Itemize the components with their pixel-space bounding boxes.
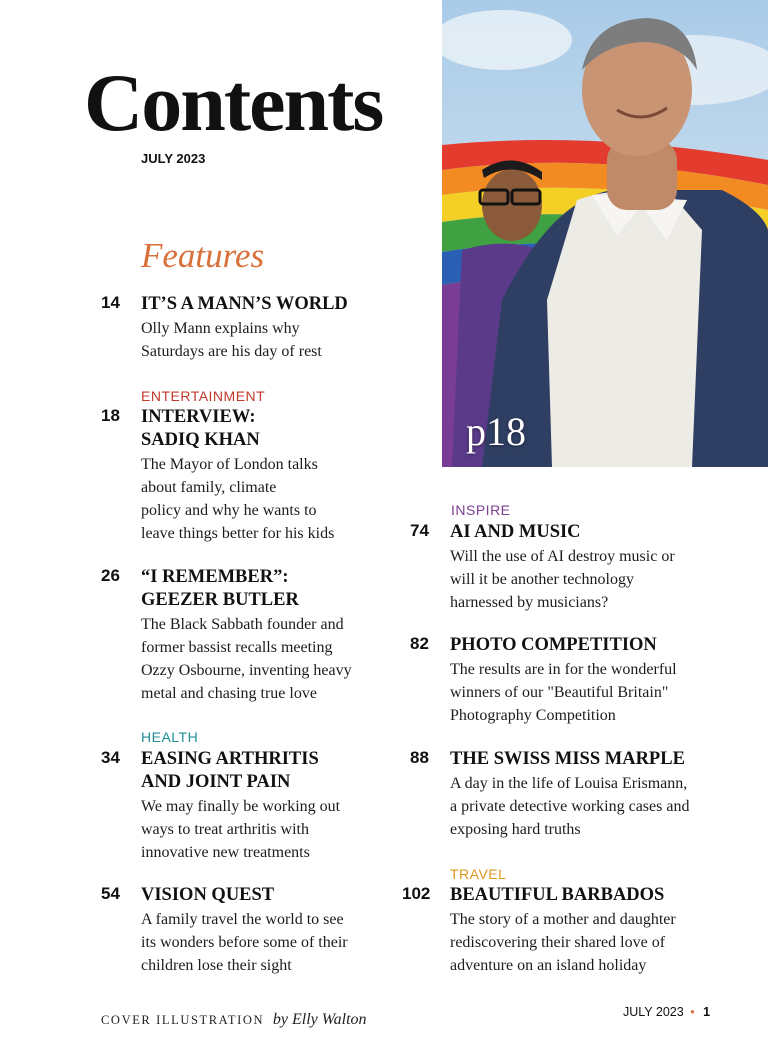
entry-description: The Black Sabbath founder and former bassist recalls meeting Ozzy Osbourne, inventing heavy metal and chasing true love — [141, 616, 352, 702]
toc-entry[interactable] — [402, 884, 750, 977]
photo-illustration — [442, 0, 768, 467]
entry-page-number: 82 — [410, 634, 429, 653]
entry-headline: “I REMEMBER”: GEEZER BUTLER — [141, 567, 299, 610]
entry-page-number: 102 — [402, 884, 431, 903]
entry-headline: PHOTO COMPETITION — [450, 635, 657, 655]
entry-description: The Mayor of London talks about family, climate policy and why he wants to leave things better for his kids — [141, 456, 335, 542]
entry-page-number: 34 — [101, 748, 120, 767]
page-folio — [623, 1005, 710, 1019]
toc-entry[interactable] — [101, 406, 441, 545]
folio-dot: • — [690, 1005, 695, 1019]
toc-entry[interactable] — [101, 884, 441, 977]
entry-headline: THE SWISS MISS MARPLE — [450, 749, 685, 769]
entry-headline: EASING ARTHRITIS AND JOINT PAIN — [141, 749, 319, 792]
entry-page-number: 26 — [101, 566, 120, 585]
entry-description: A family travel the world to see its wonders before some of their children lose their sight — [141, 911, 348, 974]
category-label-entertainment: ENTERTAINMENT — [141, 388, 266, 404]
entry-page-number: 54 — [101, 884, 120, 903]
folio-issue: JULY 2023 — [623, 1005, 684, 1019]
cover-credit — [101, 1011, 367, 1029]
photo-page-label: p18 — [466, 409, 526, 454]
category-label-travel: TRAVEL — [450, 866, 507, 882]
category-label-health: HEALTH — [141, 729, 199, 745]
entry-page-number: 88 — [410, 748, 429, 767]
entry-page-number: 74 — [410, 521, 429, 540]
toc-entry[interactable] — [410, 748, 750, 841]
cover-photo — [442, 0, 768, 467]
entry-description: Will the use of AI destroy music or will it be another technology harnessed by musicians? — [450, 548, 675, 611]
credit-label: COVER ILLUSTRATION — [101, 1013, 265, 1027]
entry-description: Olly Mann explains why Saturdays are his day of rest — [141, 320, 322, 360]
page-title: Contents — [84, 57, 383, 148]
section-heading: Features — [141, 236, 265, 275]
entry-description: We may finally be working out ways to treat arthritis with innovative new treatments — [141, 798, 341, 861]
entry-page-number: 18 — [101, 406, 120, 425]
issue-date: JULY 2023 — [141, 151, 206, 166]
entry-description: The story of a mother and daughter rediscovering their shared love of adventure on an island holiday — [450, 911, 676, 974]
entry-headline: BEAUTIFUL BARBADOS — [450, 885, 665, 905]
entry-description: A day in the life of Louisa Erismann, a private detective working cases and exposing hard truths — [450, 775, 690, 838]
entry-headline: IT’S A MANN’S WORLD — [141, 294, 348, 314]
toc-entry[interactable] — [101, 566, 441, 705]
entry-headline: INTERVIEW: SADIQ KHAN — [141, 407, 260, 450]
entry-page-number: 14 — [101, 293, 120, 312]
entry-headline: AI AND MUSIC — [450, 522, 581, 542]
toc-entry[interactable] — [410, 521, 750, 614]
toc-entry[interactable] — [410, 634, 750, 727]
entry-headline: VISION QUEST — [141, 885, 275, 905]
category-label-inspire: INSPIRE — [451, 502, 511, 518]
folio-page-number: 1 — [703, 1005, 711, 1019]
entry-description: The results are in for the wonderful winners of our "Beautiful Britain" Photography Competition — [450, 661, 677, 724]
toc-entry[interactable] — [101, 748, 441, 864]
toc-entry[interactable] — [101, 293, 441, 363]
credit-artist: by Elly Walton — [272, 1011, 367, 1028]
